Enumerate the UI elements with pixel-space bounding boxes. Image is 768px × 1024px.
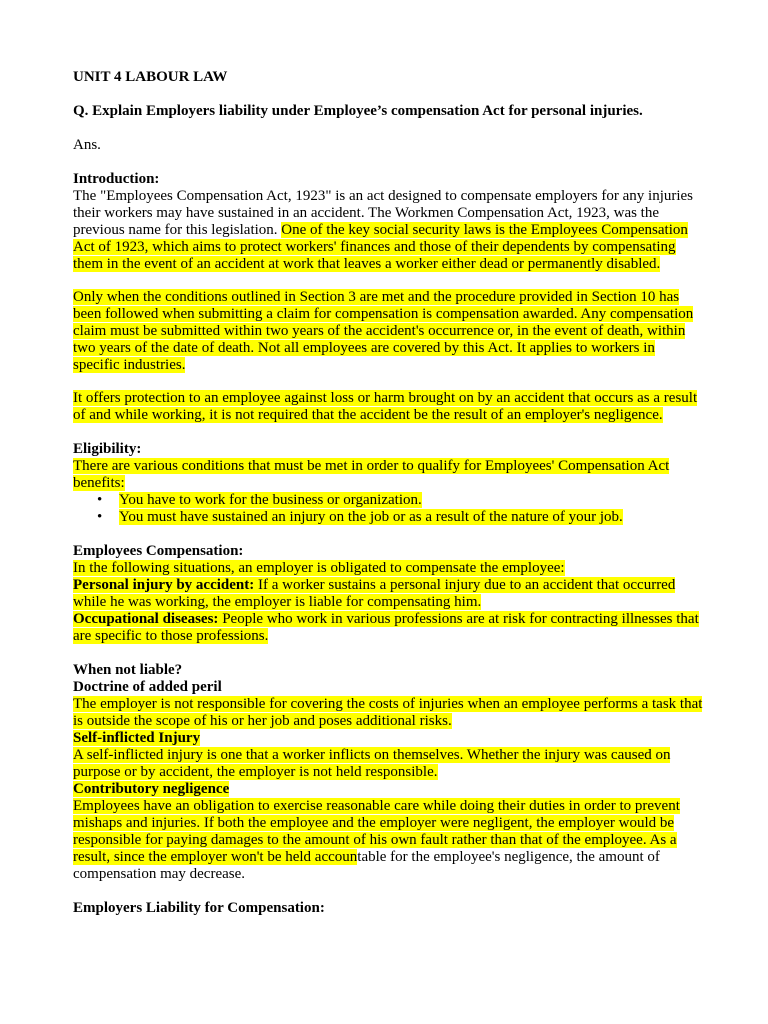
intro-heading: Introduction: (73, 171, 160, 187)
self-inflicted-heading: Self-inflicted Injury (73, 730, 201, 746)
intro-paragraph-1: The "Employees Compensation Act, 1923" is an act designed to compensate employers for any injuries their workers may have sustained in an accident. The Workmen Compensation Act, 1923, was the previous name for this legislation. One of the key social security laws is the Employees Compensation Act of 1923, which aims to protect workers' finances and those of their dependents by compensating them in the event of an accident at work that leaves a worker either dead or permanently disabled. (73, 188, 694, 272)
employees-compensation-text: In the following situations, an employer is obligated to compensate the employee: (73, 560, 565, 576)
intro-paragraph-3: It offers protection to an employee against loss or harm brought on by an accident that occurs as a result of and while working, it is not required that the accident be the result of an employer's negligence. (73, 390, 698, 423)
question: Q. Explain Employers liability under Employee’s compensation Act for personal injuries. (73, 103, 643, 119)
intro-paragraph-2: Only when the conditions outlined in Section 3 are met and the procedure provided in Section 10 has been followed when submitting a claim for compensation is compensation awarded. Any compensation claim must be submitted within two years of the accident's occurrence or, in the event of death, within two years of the date of death. Not all employees are covered by this Act. It applies to workers in specific industries. (73, 289, 694, 373)
eligibility-heading: Eligibility: (73, 441, 142, 457)
contributory-negligence-heading: Contributory negligence (73, 781, 230, 797)
eligibility-text: There are various conditions that must be met in order to qualify for Employees' Compensation Act benefits: (73, 458, 670, 491)
eligibility-item: • You have to work for the business or organization. (119, 492, 705, 509)
eligibility-list (73, 492, 705, 526)
personal-injury-paragraph: Personal injury by accident: If a worker sustains a personal injury due to an accident that occurred while he was working, the employer is liable for compensating him. (73, 577, 676, 610)
document-title: UNIT 4 LABOUR LAW (73, 69, 228, 85)
when-not-liable-heading: When not liable? (73, 662, 183, 678)
answer-label: Ans. (73, 137, 101, 153)
employers-liability-heading: Employers Liability for Compensation: (73, 900, 325, 916)
self-inflicted-text: A self-inflicted injury is one that a worker inflicts on themselves. Whether the injury was caused on purpose or by accident, the employer is not held responsible. (73, 747, 671, 780)
employees-compensation-heading: Employees Compensation: (73, 543, 244, 559)
document-body (73, 69, 705, 917)
added-peril-heading: Doctrine of added peril (73, 679, 222, 695)
eligibility-item: • You must have sustained an injury on the job or as a result of the nature of your job. (119, 509, 705, 526)
occupational-diseases-paragraph: Occupational diseases: People who work in various professions are at risk for contracting illnesses that are specific to those professions. (73, 611, 699, 644)
contributory-negligence-text: Employees have an obligation to exercise reasonable care while doing their duties in order to prevent mishaps and injuries. If both the employee and the employer were negligent, the employer would be responsible for paying damages to the amount of his own fault rather than that of the employee. As a result, since the employer won't be held accountable for the employee's negligence, the amount of compensation may decrease. (73, 798, 680, 882)
added-peril-text: The employer is not responsible for covering the costs of injuries when an employee performs a task that is outside the scope of his or her job and poses additional risks. (73, 696, 703, 729)
